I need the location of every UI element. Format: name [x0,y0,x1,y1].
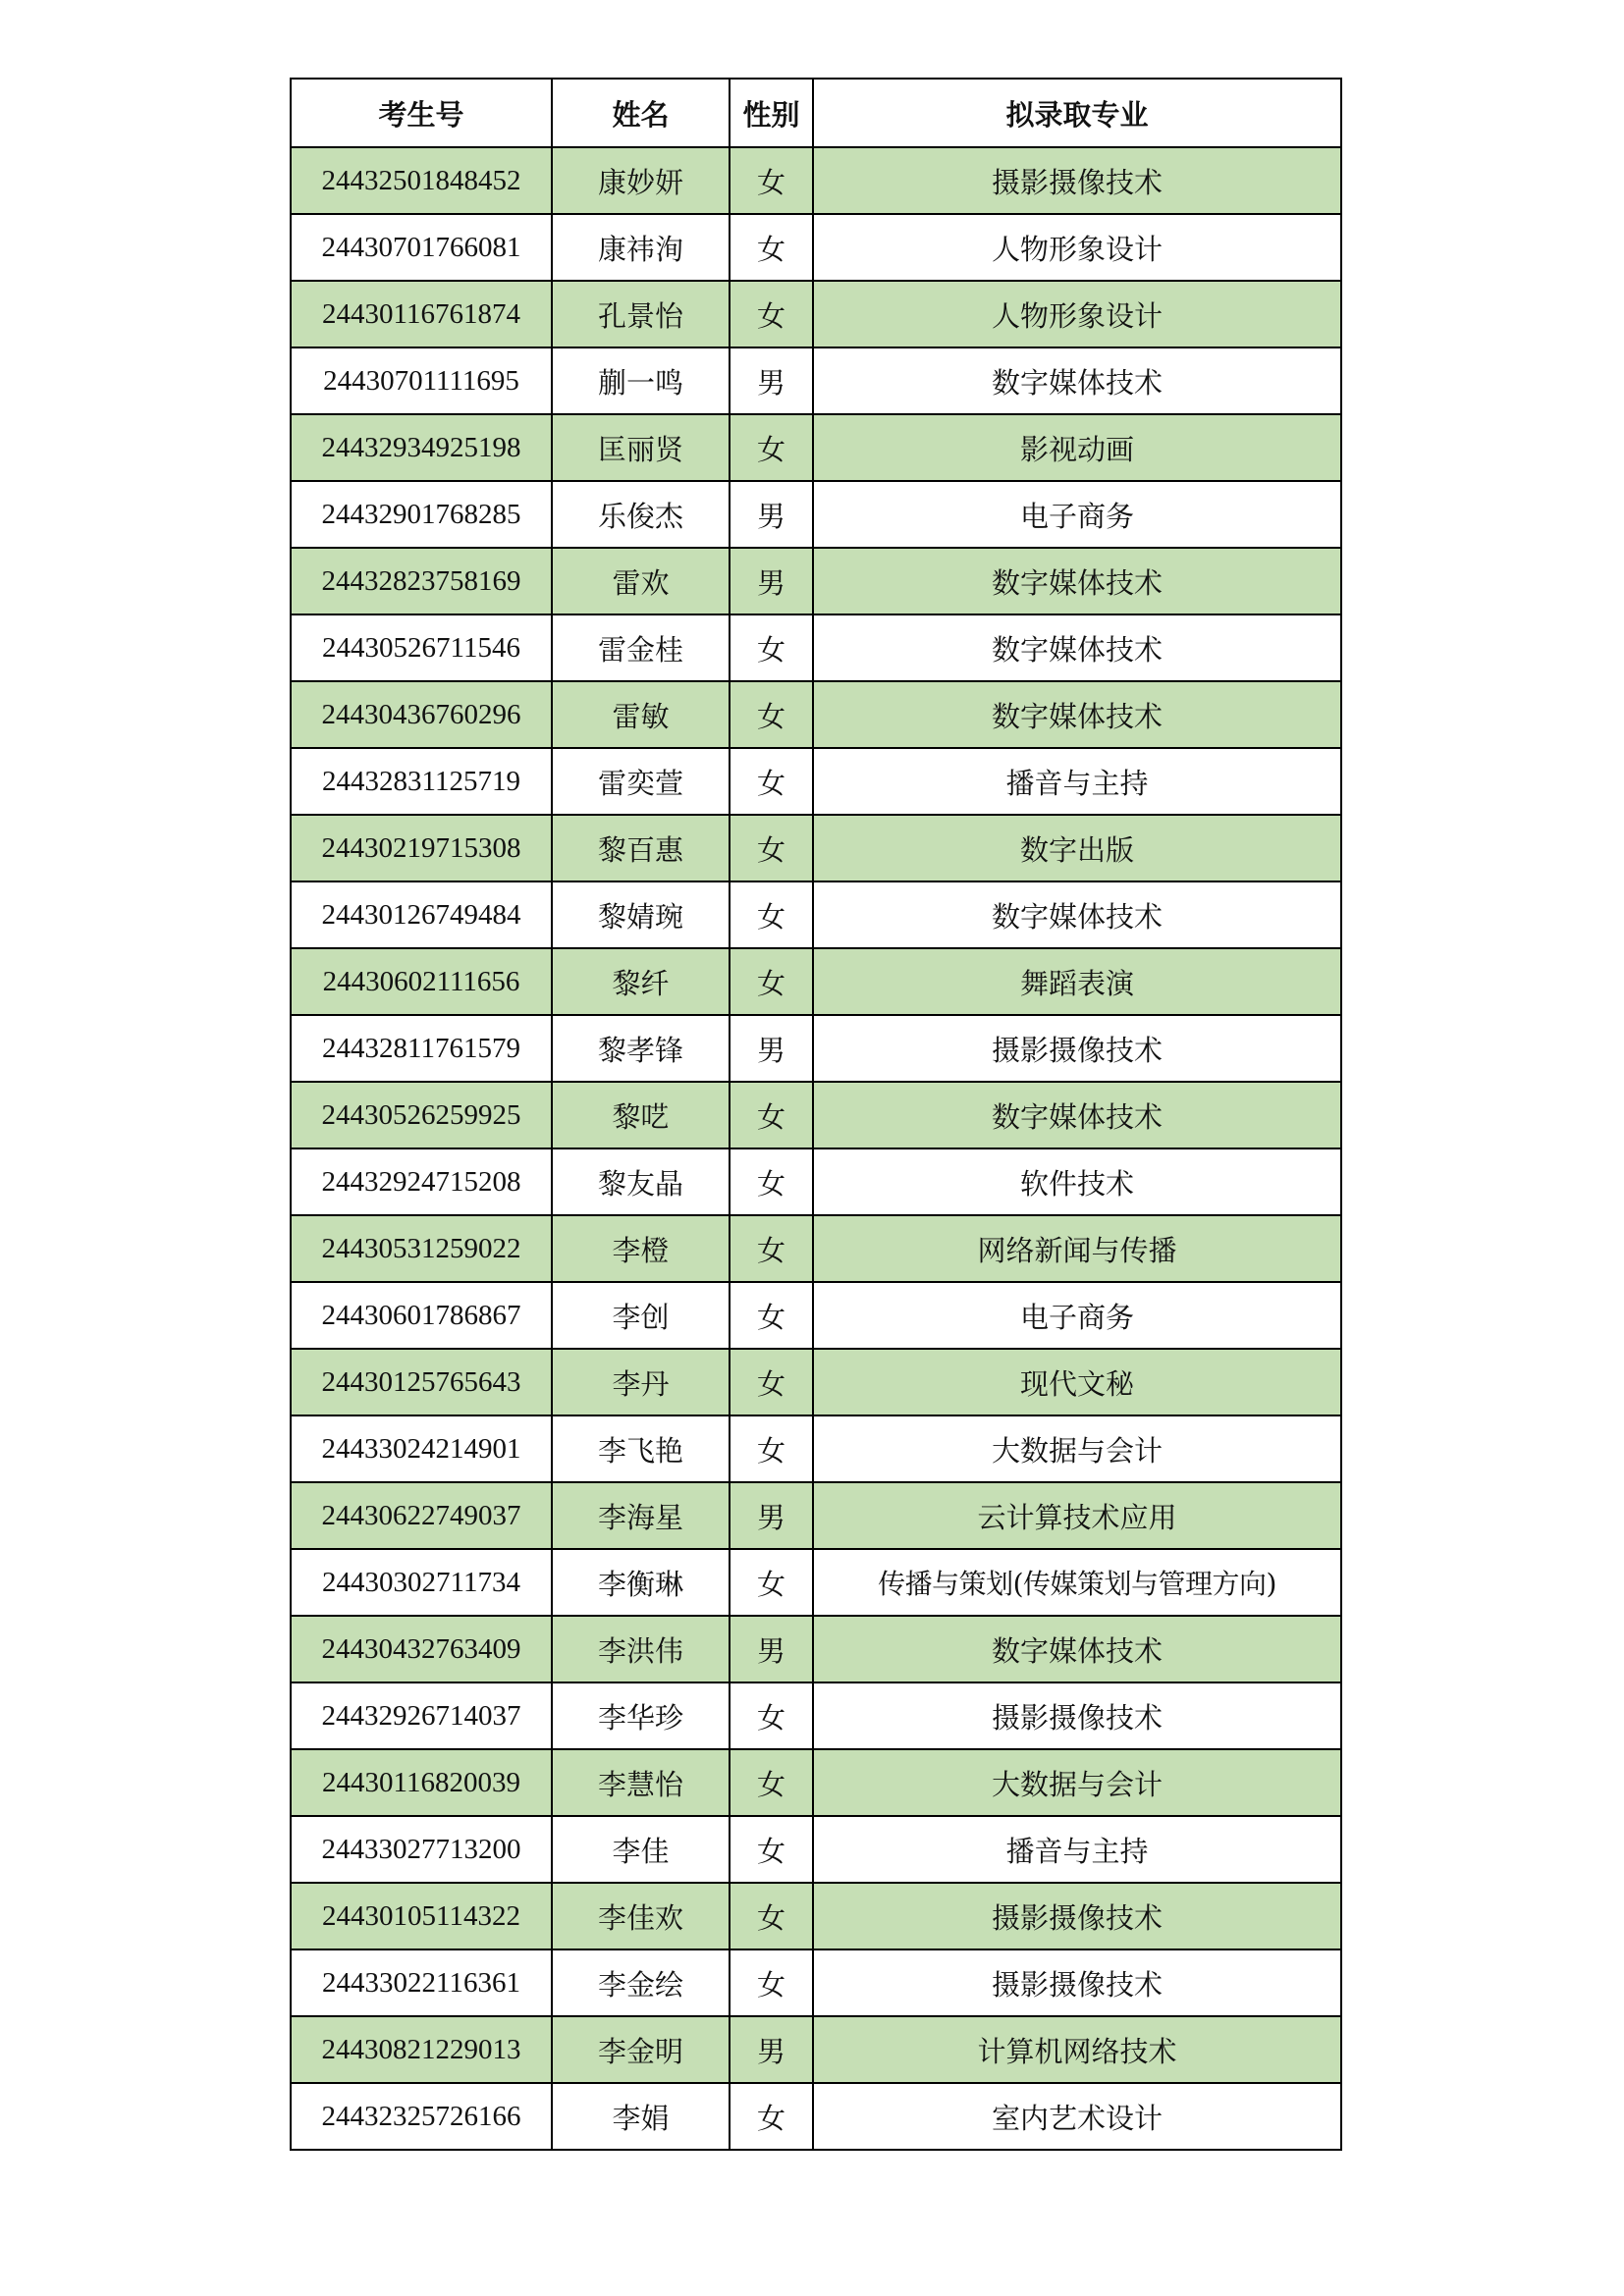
cell-candidate-number: 24430219715308 [291,815,552,881]
admission-table [290,78,1342,2151]
cell-gender: 女 [730,147,813,214]
cell-gender: 男 [730,347,813,414]
cell-name: 康妙妍 [552,147,730,214]
table-row [291,1015,1341,1082]
cell-gender: 女 [730,748,813,815]
table-row [291,281,1341,347]
cell-candidate-number: 24432325726166 [291,2083,552,2150]
cell-gender: 女 [730,1282,813,1349]
cell-major: 数字媒体技术 [813,1082,1341,1148]
cell-major: 数字媒体技术 [813,681,1341,748]
cell-candidate-number: 24432501848452 [291,147,552,214]
cell-candidate-number: 24430526711546 [291,614,552,681]
cell-name: 黎友晶 [552,1148,730,1215]
cell-major: 云计算技术应用 [813,1482,1341,1549]
cell-name: 雷欢 [552,548,730,614]
table-row [291,147,1341,214]
cell-name: 黎百惠 [552,815,730,881]
cell-major: 数字媒体技术 [813,614,1341,681]
cell-name: 雷奕萱 [552,748,730,815]
cell-candidate-number: 24432901768285 [291,481,552,548]
table-body [291,147,1341,2150]
cell-major: 数字媒体技术 [813,347,1341,414]
cell-candidate-number: 24433022116361 [291,1949,552,2016]
cell-gender: 女 [730,1349,813,1415]
table-row [291,1883,1341,1949]
cell-major: 人物形象设计 [813,281,1341,347]
cell-major: 软件技术 [813,1148,1341,1215]
cell-candidate-number: 24430821229013 [291,2016,552,2083]
cell-name: 李创 [552,1282,730,1349]
header-major: 拟录取专业 [813,79,1341,147]
cell-gender: 男 [730,1616,813,1682]
table-row [291,881,1341,948]
cell-gender: 男 [730,1482,813,1549]
cell-name: 蒯一鸣 [552,347,730,414]
cell-candidate-number: 24430701111695 [291,347,552,414]
table-row [291,815,1341,881]
table-header-row [291,79,1341,147]
table-row [291,1482,1341,1549]
table-row [291,1749,1341,1816]
cell-candidate-number: 24433024214901 [291,1415,552,1482]
cell-name: 黎孝锋 [552,1015,730,1082]
cell-gender: 女 [730,681,813,748]
table-row [291,948,1341,1015]
cell-name: 李慧怡 [552,1749,730,1816]
table-row [291,1349,1341,1415]
cell-candidate-number: 24430432763409 [291,1616,552,1682]
cell-name: 李华珍 [552,1682,730,1749]
cell-name: 雷金桂 [552,614,730,681]
cell-candidate-number: 24430116820039 [291,1749,552,1816]
cell-major: 人物形象设计 [813,214,1341,281]
cell-name: 李衡琳 [552,1549,730,1616]
cell-major: 摄影摄像技术 [813,1949,1341,2016]
cell-major: 数字媒体技术 [813,1616,1341,1682]
cell-gender: 女 [730,1949,813,2016]
cell-major: 现代文秘 [813,1349,1341,1415]
cell-candidate-number: 24430531259022 [291,1215,552,1282]
cell-gender: 女 [730,1816,813,1883]
cell-gender: 女 [730,1415,813,1482]
cell-candidate-number: 24430126749484 [291,881,552,948]
cell-gender: 女 [730,1883,813,1949]
table-row [291,1282,1341,1349]
cell-gender: 女 [730,881,813,948]
cell-major: 数字媒体技术 [813,881,1341,948]
cell-candidate-number: 24430601786867 [291,1282,552,1349]
cell-gender: 女 [730,1749,813,1816]
table-row [291,481,1341,548]
table-row [291,414,1341,481]
cell-name: 雷敏 [552,681,730,748]
cell-major: 传播与策划(传媒策划与管理方向) [813,1549,1341,1616]
cell-candidate-number: 24430526259925 [291,1082,552,1148]
cell-gender: 女 [730,948,813,1015]
cell-gender: 女 [730,815,813,881]
cell-candidate-number: 24432934925198 [291,414,552,481]
table-row [291,1616,1341,1682]
cell-candidate-number: 24432811761579 [291,1015,552,1082]
cell-major: 数字出版 [813,815,1341,881]
cell-major: 数字媒体技术 [813,548,1341,614]
cell-name: 李橙 [552,1215,730,1282]
cell-gender: 女 [730,214,813,281]
header-name: 姓名 [552,79,730,147]
table-row [291,614,1341,681]
cell-candidate-number: 24430105114322 [291,1883,552,1949]
cell-name: 李丹 [552,1349,730,1415]
cell-candidate-number: 24432823758169 [291,548,552,614]
cell-major: 大数据与会计 [813,1749,1341,1816]
cell-candidate-number: 24432926714037 [291,1682,552,1749]
table-row [291,2016,1341,2083]
cell-name: 黎婧琬 [552,881,730,948]
cell-gender: 女 [730,614,813,681]
cell-name: 李金明 [552,2016,730,2083]
table-row [291,214,1341,281]
cell-gender: 女 [730,1549,813,1616]
table-row [291,1215,1341,1282]
table-row [291,748,1341,815]
cell-major: 大数据与会计 [813,1415,1341,1482]
cell-candidate-number: 24432831125719 [291,748,552,815]
cell-candidate-number: 24430302711734 [291,1549,552,1616]
table-row [291,1148,1341,1215]
cell-major: 电子商务 [813,481,1341,548]
cell-candidate-number: 24433027713200 [291,1816,552,1883]
cell-major: 网络新闻与传播 [813,1215,1341,1282]
table-row [291,1682,1341,1749]
table-row [291,1549,1341,1616]
cell-name: 李飞艳 [552,1415,730,1482]
cell-gender: 男 [730,481,813,548]
cell-name: 匡丽贤 [552,414,730,481]
cell-major: 摄影摄像技术 [813,147,1341,214]
cell-name: 李佳 [552,1816,730,1883]
cell-major: 播音与主持 [813,1816,1341,1883]
cell-gender: 女 [730,1082,813,1148]
cell-gender: 女 [730,2083,813,2150]
header-candidate-number: 考生号 [291,79,552,147]
cell-candidate-number: 24432924715208 [291,1148,552,1215]
cell-gender: 男 [730,1015,813,1082]
cell-name: 黎纤 [552,948,730,1015]
cell-candidate-number: 24430701766081 [291,214,552,281]
cell-major: 影视动画 [813,414,1341,481]
cell-candidate-number: 24430436760296 [291,681,552,748]
cell-gender: 男 [730,2016,813,2083]
cell-candidate-number: 24430125765643 [291,1349,552,1415]
table-row [291,347,1341,414]
table-row [291,2083,1341,2150]
cell-name: 乐俊杰 [552,481,730,548]
cell-candidate-number: 24430602111656 [291,948,552,1015]
table-row [291,681,1341,748]
cell-major: 电子商务 [813,1282,1341,1349]
cell-candidate-number: 24430622749037 [291,1482,552,1549]
cell-gender: 女 [730,414,813,481]
cell-major: 舞蹈表演 [813,948,1341,1015]
cell-major: 摄影摄像技术 [813,1682,1341,1749]
cell-major: 摄影摄像技术 [813,1015,1341,1082]
table-row [291,1082,1341,1148]
cell-gender: 男 [730,548,813,614]
cell-gender: 女 [730,1682,813,1749]
cell-gender: 女 [730,1148,813,1215]
cell-name: 李海星 [552,1482,730,1549]
cell-name: 李佳欢 [552,1883,730,1949]
cell-name: 黎呓 [552,1082,730,1148]
cell-name: 李洪伟 [552,1616,730,1682]
table-row [291,1949,1341,2016]
cell-name: 李金绘 [552,1949,730,2016]
cell-gender: 女 [730,281,813,347]
cell-major: 计算机网络技术 [813,2016,1341,2083]
table-row [291,1816,1341,1883]
cell-name: 李娟 [552,2083,730,2150]
cell-name: 康祎洵 [552,214,730,281]
cell-major: 摄影摄像技术 [813,1883,1341,1949]
table-row [291,548,1341,614]
cell-major: 室内艺术设计 [813,2083,1341,2150]
cell-major: 播音与主持 [813,748,1341,815]
cell-candidate-number: 24430116761874 [291,281,552,347]
cell-gender: 女 [730,1215,813,1282]
header-gender: 性别 [730,79,813,147]
cell-name: 孔景怡 [552,281,730,347]
table-row [291,1415,1341,1482]
